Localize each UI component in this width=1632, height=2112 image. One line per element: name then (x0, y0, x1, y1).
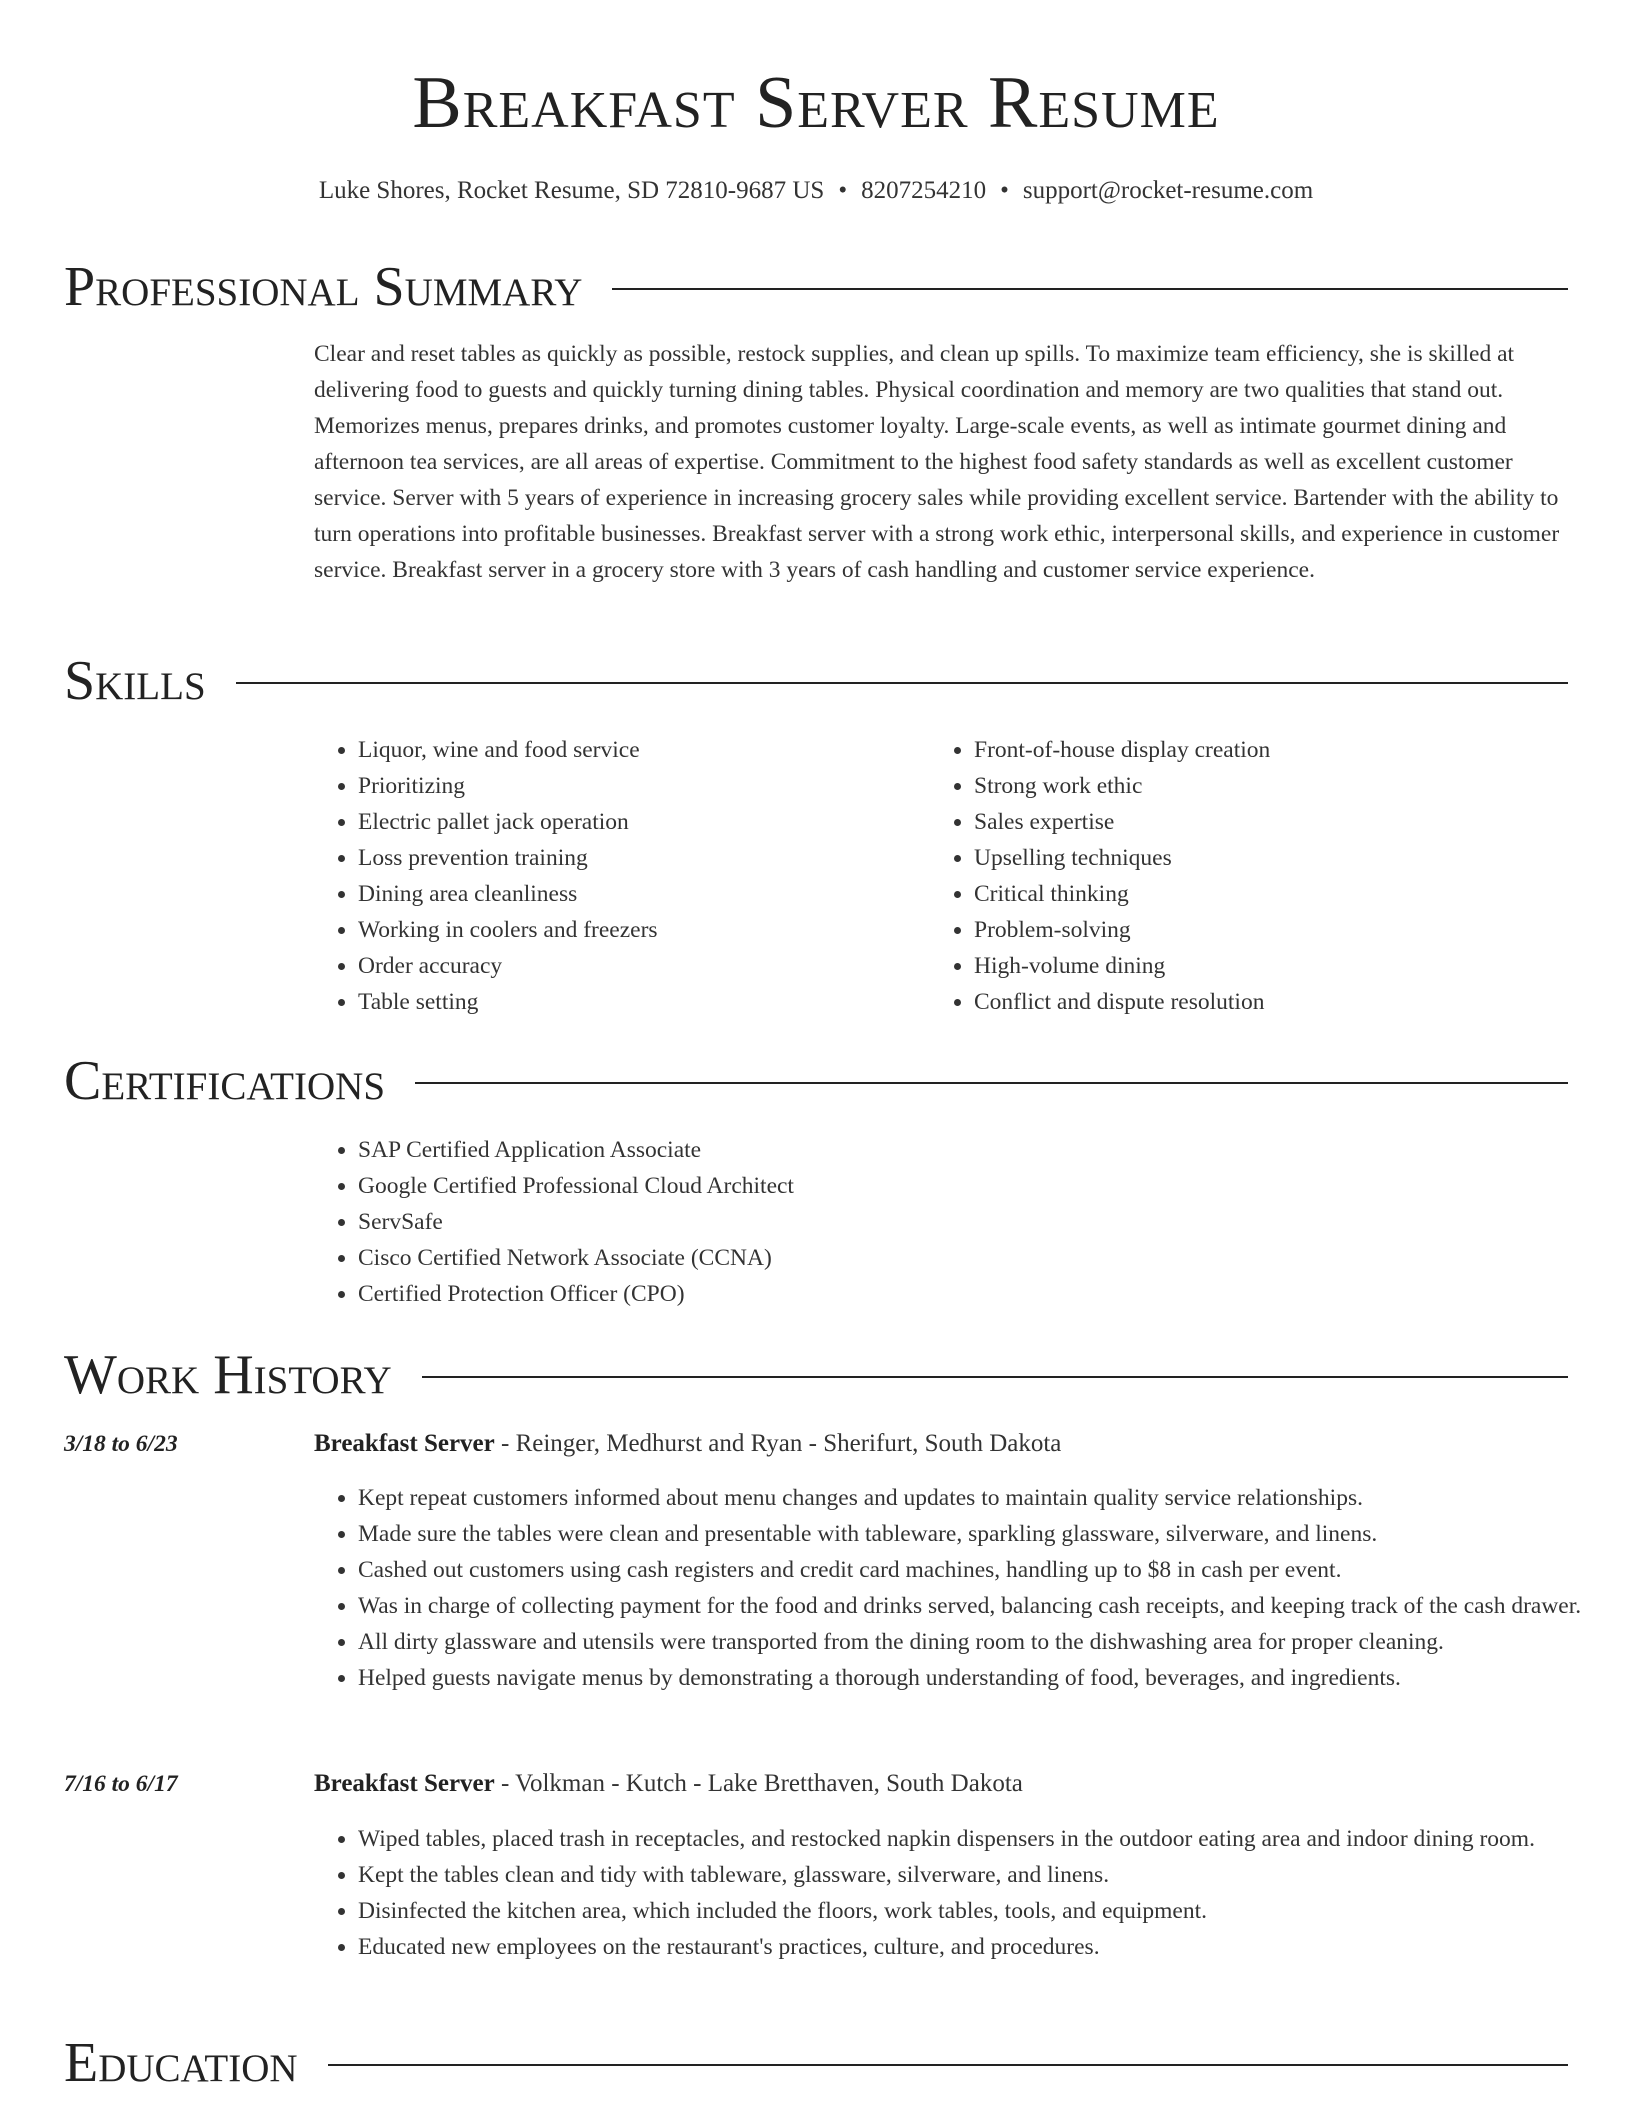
section-header-skills (64, 650, 1568, 712)
skill-item: • Liquor, wine and food service (358, 732, 918, 768)
section-header-education (64, 2032, 1568, 2094)
skills-list-left (314, 732, 918, 1020)
skill-item: • Strong work ethic (974, 768, 1534, 804)
section-title-education: Education (64, 2032, 298, 2094)
skills-list-right (930, 732, 1534, 1020)
resume-title: Breakfast Server Resume (412, 62, 1220, 144)
section-title-work-history: Work History (64, 1344, 392, 1406)
job-bullet: • Disinfected the kitchen area, which included the floors, work tables, tools, and equipment. (358, 1893, 1612, 1929)
skill-item: • Critical thinking (974, 876, 1534, 912)
job-bullet: • Made sure the tables were clean and presentable with tableware, sparkling glassware, silverware, and linens. (358, 1516, 1612, 1552)
certification-item: • Certified Protection Officer (CPO) (358, 1276, 1612, 1312)
job-bullet: • Was in charge of collecting payment for the food and drinks served, balancing cash receipts, and keeping track of the cash drawer. (358, 1588, 1612, 1624)
contact-separator: • (838, 177, 848, 204)
contact-email: support@rocket-resume.com (1022, 177, 1314, 204)
skill-item: • Dining area cleanliness (358, 876, 918, 912)
job-bullet: • Helped guests navigate menus by demonstrating a thorough understanding of food, beverages, and ingredients. (358, 1660, 1612, 1696)
skill-item: • Electric pallet jack operation (358, 804, 918, 840)
job-bullet: • Wiped tables, placed trash in receptacles, and restocked napkin dispensers in the outdoor eating area and indoor dining room. (358, 1821, 1612, 1857)
skill-item: • Table setting (358, 984, 918, 1020)
job-heading (314, 1426, 1061, 1462)
contact-phone: 8207254210 (861, 177, 987, 204)
contact-address: Luke Shores, Rocket Resume, SD 72810-9687 US (318, 177, 825, 204)
job-dates: 3/18 to 6/23 (64, 1431, 178, 1457)
contact-line (0, 174, 1632, 208)
skill-item: • Sales expertise (974, 804, 1534, 840)
skill-item: • Conflict and dispute resolution (974, 984, 1534, 1020)
job-bullet: • All dirty glassware and utensils were transported from the dining room to the dishwashing area for proper cleaning. (358, 1624, 1612, 1660)
skill-item: • Prioritizing (358, 768, 918, 804)
skill-item: • Working in coolers and freezers (358, 912, 918, 948)
job-employer: - Reinger, Medhurst and Ryan - Sherifurt, South Dakota (494, 1430, 1062, 1457)
section-header-summary (64, 256, 1568, 318)
job-title: Breakfast Server (314, 1770, 495, 1797)
section-title-summary: Professional Summary (64, 256, 583, 318)
section-divider (415, 1082, 1568, 1084)
section-title-skills: Skills (64, 650, 206, 712)
certification-item: • SAP Certified Application Associate (358, 1132, 1612, 1168)
job-employer: - Volkman - Kutch - Lake Bretthaven, South Dakota (494, 1770, 1023, 1797)
certification-item: • Cisco Certified Network Associate (CCNA) (358, 1240, 1612, 1276)
job-heading (314, 1766, 1023, 1802)
certifications-list (314, 1132, 1612, 1312)
job-dates: 7/16 to 6/17 (64, 1771, 178, 1797)
skill-item: • Order accuracy (358, 948, 918, 984)
section-divider (422, 1376, 1568, 1378)
contact-separator: • (1000, 177, 1009, 204)
job-title: Breakfast Server (314, 1430, 495, 1457)
skill-item: • Problem-solving (974, 912, 1534, 948)
skill-item: • High-volume dining (974, 948, 1534, 984)
job-bullet: • Cashed out customers using cash registers and credit card machines, handling up to $8 in cash per event. (358, 1552, 1612, 1588)
job-bullet: • Educated new employees on the restaurant's practices, culture, and procedures. (358, 1929, 1612, 1965)
job-bullet: • Kept repeat customers informed about menu changes and updates to maintain quality service relationships. (358, 1480, 1612, 1516)
summary-text: Clear and reset tables as quickly as possible, restock supplies, and clean up spills. To maximize team efficiency, she is skilled at delivering food to guests and quickly turning dining tables. Physical coordination and memory are two qualities that stand out. Memorizes menus, prepares drinks, and promotes customer loyalty. Large-scale events, as well as intimate gourmet dining and afternoon tea services, are all areas of expertise. Commitment to the highest food safety standards as well as excellent customer service. Server with 5 years of experience in increasing grocery sales while providing excellent service. Bartender with the ability to turn operations into profitable businesses. Breakfast server with a strong work ethic, interpersonal skills, and experience in customer service. Breakfast server in a grocery store with 3 years of cash handling and customer service experience. (314, 341, 1560, 583)
section-divider (236, 682, 1568, 684)
section-divider (328, 2064, 1568, 2066)
skill-item: • Loss prevention training (358, 840, 918, 876)
skill-item: • Front-of-house display creation (974, 732, 1534, 768)
job-bullets (314, 1821, 1612, 1965)
section-header-work-history (64, 1344, 1568, 1406)
certification-item: • ServSafe (358, 1204, 1612, 1240)
skill-item: • Upselling techniques (974, 840, 1534, 876)
section-header-certifications (64, 1050, 1568, 1112)
section-divider (612, 288, 1568, 290)
section-title-certifications: Certifications (64, 1050, 386, 1112)
job-bullet: • Kept the tables clean and tidy with tableware, glassware, silverware, and linens. (358, 1857, 1612, 1893)
certification-item: • Google Certified Professional Cloud Architect (358, 1168, 1612, 1204)
job-bullets (314, 1480, 1612, 1696)
